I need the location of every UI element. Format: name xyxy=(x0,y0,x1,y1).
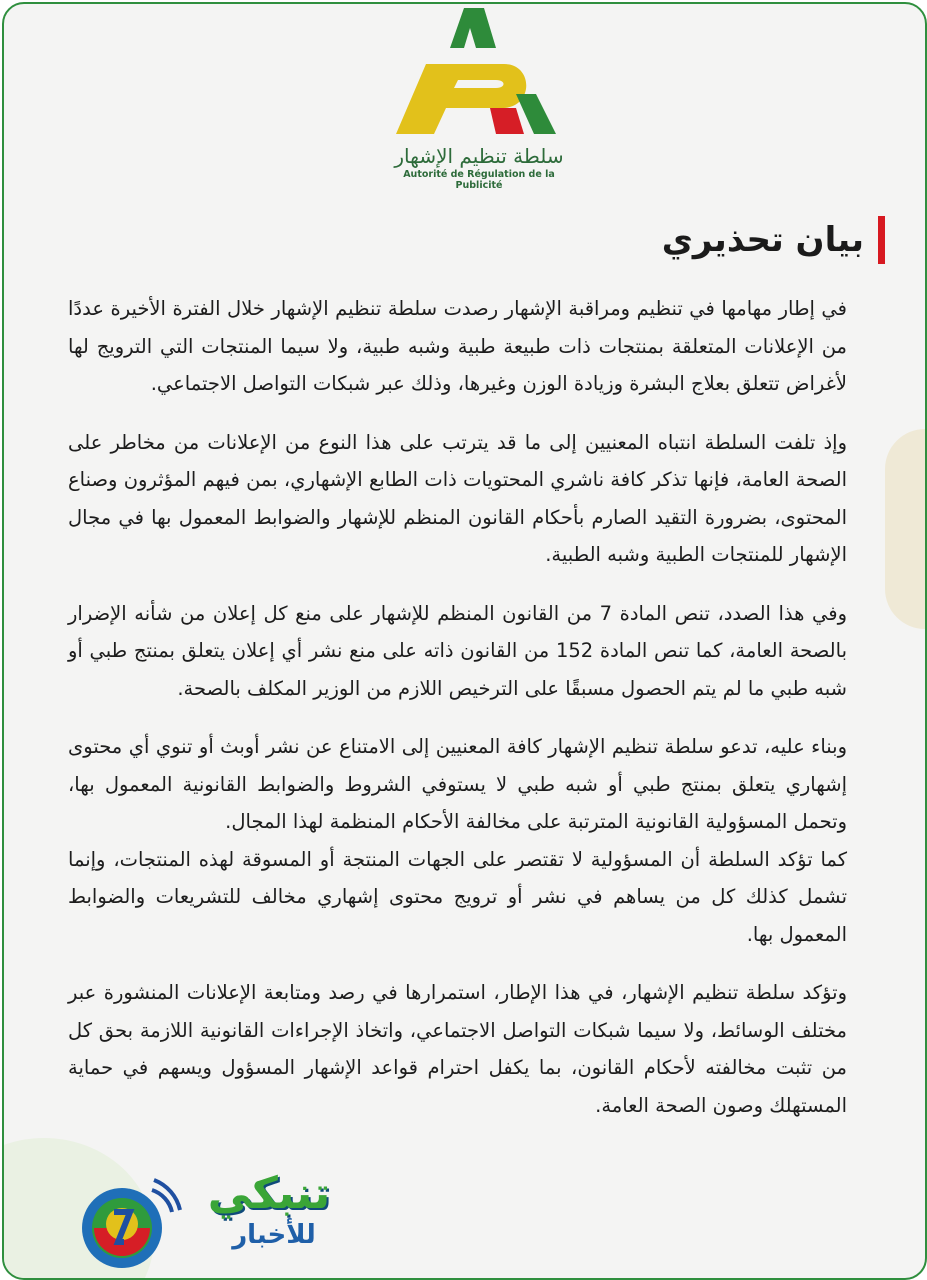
paragraph-4: وبناء عليه، تدعو سلطة تنظيم الإشهار كافة المعنيين إلى الامتناع عن نشر أوبث أو تنوي أي محتوى إشهاري يتعلق بمنتج طبي أو شبه طبي لا يستوفي الشروط والضوابط القانونية المعمول بها، وتحمل المسؤولية القانونية المترتبة على مخالفة الأحكام المنظمة لهذا المجال. xyxy=(68,735,847,833)
news-watermark xyxy=(74,1168,354,1272)
paragraph-6: وتؤكد سلطة تنظيم الإشهار، في هذا الإطار، استمرارها في رصد ومتابعة الإعلانات المنشورة عبر مختلف الوسائط، ولا سيما شبكات التواصل الاجتماعي، واتخاذ الإجراءات القانونية اللازمة بحق كل من تثبت مخالفته لأحكام القانون، بما يكفل احترام قواعد الإشهار المسؤول ويسهم في حماية المستهلك وصون الصحة العامة. xyxy=(68,981,847,1117)
document-page xyxy=(2,2,927,1280)
heading-accent-bar xyxy=(878,216,885,264)
statement-body xyxy=(68,290,847,1145)
paragraph-2: وإذ تلفت السلطة انتباه المعنيين إلى ما قد يترتب على هذا النوع من الإعلانات من مخاطر على الصحة العامة، فإنها تذكر كافة ناشري المحتويات ذات الطابع الإشهاري، بمن فيهم المؤثرون وصناع المحتوى، بضرورة التقيد الصارم بأحكام القانون المنظم للإشهار والضوابط المعمول بها في مجال الإشهار للمنتجات الطبية وشبه الطبية. xyxy=(68,430,847,566)
logo-mark-icon xyxy=(384,4,574,144)
statement-heading xyxy=(662,214,885,266)
globe-logo-icon xyxy=(74,1172,184,1280)
paragraph-1: في إطار مهامها في تنظيم ومراقبة الإشهار رصدت سلطة تنظيم الإشهار خلال الفترة الأخيرة عددًا من الإعلانات المتعلقة بمنتجات ذات طبيعة طبية وشبه طبية، ولا سيما المنتجات التي الترويج لها لأغراض تتعلق بعلاج البشرة وزيادة الوزن وغيرها، وذلك عبر شبكات التواصل الاجتماعي. xyxy=(68,297,847,395)
decorative-shape xyxy=(885,429,927,629)
authority-logo xyxy=(384,4,574,194)
statement-title: بيان تحذيري xyxy=(661,220,864,260)
brand-subtitle: للأخبار xyxy=(232,1220,316,1250)
brand-name: تنبكي xyxy=(207,1168,331,1219)
paragraph-5: كما تؤكد السلطة أن المسؤولية لا تقتصر على الجهات المنتجة أو المسوقة لهذه المنتجات، وإنما تشمل كذلك كل من يساهم في نشر أو ترويج محتوى إشهاري مخالف للتشريعات والضوابط المعمول بها. xyxy=(68,847,847,946)
paragraph-3: وفي هذا الصدد، تنص المادة 7 من القانون المنظم للإشهار على منع كل إعلان من شأنه الإضرار بالصحة العامة، كما تنص المادة 152 من القانون ذاته على منع نشر أي إعلان يتعلق بمنتج طبي أو شبه طبي ما لم يتم الحصول مسبقًا على الترخيص اللازم من الوزير المكلف بالصحة. xyxy=(68,601,848,700)
logo-name-ar: سلطة تنظيم الإشهار xyxy=(394,144,564,168)
logo-name-fr: Autorité de Régulation de la Publicité xyxy=(403,169,555,191)
